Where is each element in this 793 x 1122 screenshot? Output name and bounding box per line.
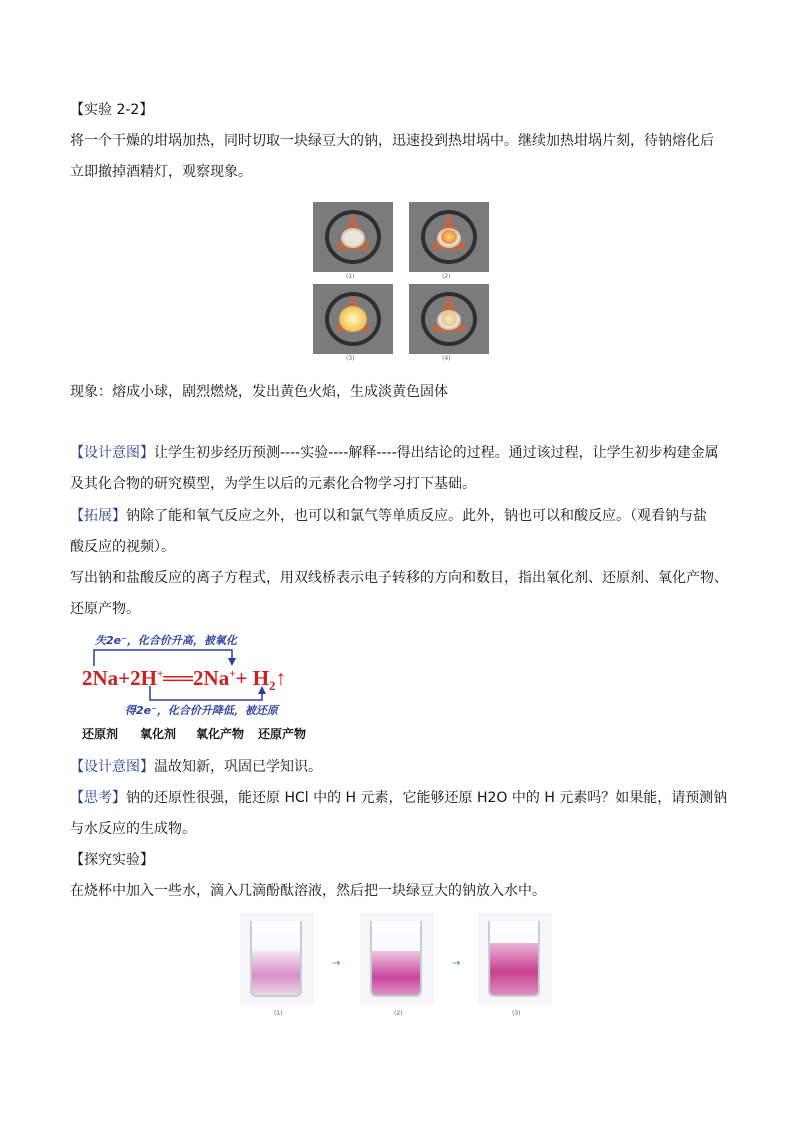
beaker-caption-3: (3)	[512, 1010, 521, 1017]
role-oxidizing-agent: 氧化剂	[140, 727, 177, 741]
design-intent-text: 让学生初步经历预测----实验----解释----得出结论的过程。通过该过程，让学生初步构建金属	[154, 445, 719, 461]
eq-reactant-na: 2Na	[82, 666, 119, 690]
arrow-icon: →	[332, 958, 341, 969]
think-text: 钠的还原性很强，能还原 HCl 中的 H 元素，它能够还原 H2O 中的 H 元素吗？如果能，请预测钠	[126, 790, 728, 806]
arrow-icon: →	[452, 958, 461, 969]
design-intent2-line	[70, 757, 322, 777]
beaker-photo-3	[478, 913, 552, 1005]
eq-h2-subscript: 2	[269, 678, 276, 694]
design-intent2-text: 温故知新，巩固已学知识。	[154, 759, 322, 775]
role-reducing-agent: 还原剂	[82, 727, 119, 741]
role-oxidation-product: 氧化产物	[196, 727, 245, 741]
eq-product-na: ══2Na	[163, 666, 230, 690]
write-equation-line1: 写出钠和盐酸反应的离子方程式，用双线桥表示电子转移的方向和数目，指出氧化剂、还原剂、氧化产物、	[70, 570, 728, 586]
beaker-caption-1: (1)	[274, 1010, 283, 1017]
eq-h-charge: +	[156, 668, 164, 680]
eq-product-h: + H	[235, 666, 270, 690]
crucible-caption-1: (1)	[346, 273, 355, 280]
role-reduction-product: 还原产物	[258, 727, 307, 741]
crucible-caption-4: (4)	[442, 355, 451, 362]
explore-text: 在烧杯中加入一些水，滴入几滴酚酞溶液，然后把一块绿豆大的钠放入水中。	[70, 883, 546, 899]
exp-title: 【实验 2-2】	[70, 102, 154, 118]
eq-na-charge: +	[229, 668, 236, 680]
gas-arrow-icon: ↑	[275, 666, 287, 690]
extension-text: 钠除了能和氧气反应之外，也可以和氯气等单质反应。此外，钠也可以和酸反应。（观看钠与盐	[126, 508, 707, 524]
think-line2: 与水反应的生成物。	[70, 821, 196, 837]
crucible-caption-3: (3)	[346, 355, 355, 362]
beaker-caption-2: (2)	[394, 1010, 403, 1017]
eq-reactant-h: +2H	[118, 666, 157, 690]
extension-line2: 酸反应的视频）。	[70, 539, 175, 555]
beaker-photo-2	[360, 913, 434, 1005]
phenomenon-text: 现象：熔成小球，剧烈燃烧，发出黄色火焰，生成淡黄色固体	[70, 384, 448, 400]
ionic-equation	[82, 662, 286, 698]
design-intent-line2: 及其化合物的研究模型，为学生以后的元素化合物学习打下基础。	[70, 476, 476, 492]
electron-gain-note: 得2e⁻，化合价升降低，被还原	[125, 704, 278, 717]
think-tag: 【思考】	[70, 790, 126, 806]
exp-paragraph-line2: 立即撤掉酒精灯，观察现象。	[70, 164, 252, 180]
electron-loss-note: 失2e⁻，化合价升高，被氧化	[95, 634, 237, 647]
exp-paragraph-line1: 将一个干燥的坩埚加热，同时切取一块绿豆大的钠，迅速投到热坩埚中。继续加热坩埚片刻，待钠熔化后	[70, 133, 714, 149]
write-equation-line2: 还原产物。	[70, 601, 140, 617]
explore-title: 【探究实验】	[70, 852, 154, 868]
beaker-photo-1	[240, 913, 314, 1005]
design-intent2-tag: 【设计意图】	[70, 759, 154, 775]
design-intent-tag: 【设计意图】	[70, 445, 154, 461]
crucible-caption-2: (2)	[442, 273, 451, 280]
extension-tag: 【拓展】	[70, 508, 126, 524]
think-line1	[70, 788, 727, 808]
